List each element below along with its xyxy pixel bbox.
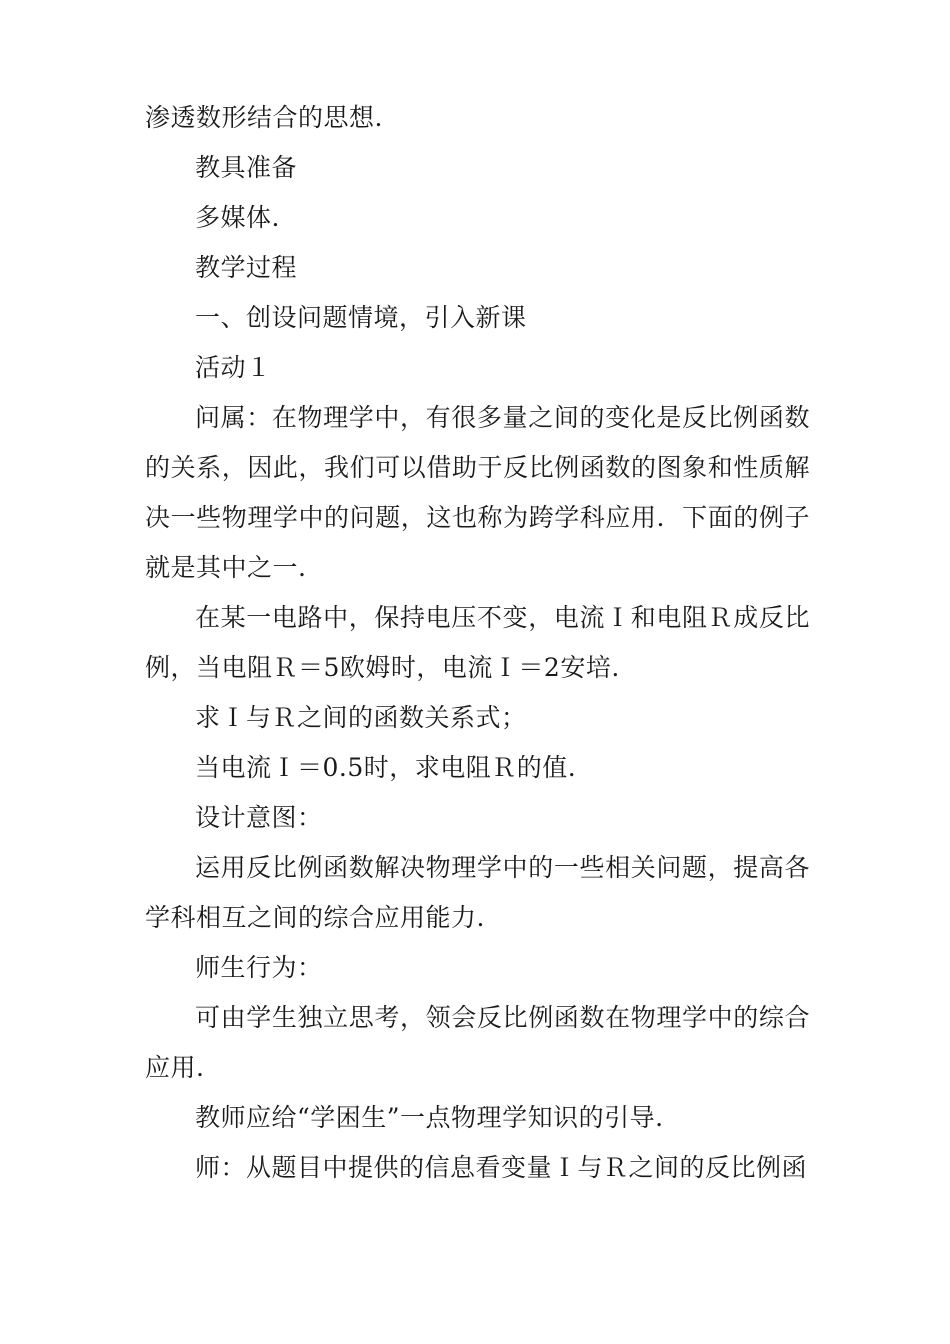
paragraph-teacher-remark: 师：从题目中提供的信息看变量Ｉ与Ｒ之间的反比例函 [195,1153,808,1182]
paragraph-design-intent: 运用反比例函数解决物理学中的一些相关问题，提高各学科相互之间的综合应用能力. [145,853,810,932]
paragraph-independent-thinking: 可由学生独立思考，领会反比例函数在物理学中的综合应用. [145,1003,810,1082]
heading-design-intent: 设计意图： [195,803,323,832]
section-heading-intro: 一、创设问题情境，引入新课 [195,303,527,332]
problem-part-1: 求Ｉ与Ｒ之间的函数关系式； [195,703,527,732]
heading-teacher-student: 师生行为： [195,953,323,982]
heading-teaching-process: 教学过程 [195,253,298,282]
document-body [145,93,810,1193]
paragraph-continuation: 渗透数形结合的思想. [145,103,383,132]
heading-teaching-aids: 教具准备 [195,153,298,182]
paragraph-problem: 在某一电路中，保持电压不变，电流Ｉ和电阻Ｒ成反比例，当电阻Ｒ＝5欧姆时，电流Ｉ＝2安培. [145,603,810,682]
paragraph-question: 问属：在物理学中，有很多量之间的变化是反比例函数的关系，因此，我们可以借助于反比例函数的图象和性质解决一些物理学中的问题，这也称为跨学科应用．下面的例子就是其中之一. [145,403,810,582]
problem-part-2: 当电流Ｉ＝0.5时，求电阻Ｒ的值. [195,753,577,782]
paragraph-teacher-guidance: 教师应给“学困生”一点物理学知识的引导. [195,1103,664,1132]
activity-label: 活动１ [195,353,272,382]
paragraph-multimedia: 多媒体. [195,203,280,232]
